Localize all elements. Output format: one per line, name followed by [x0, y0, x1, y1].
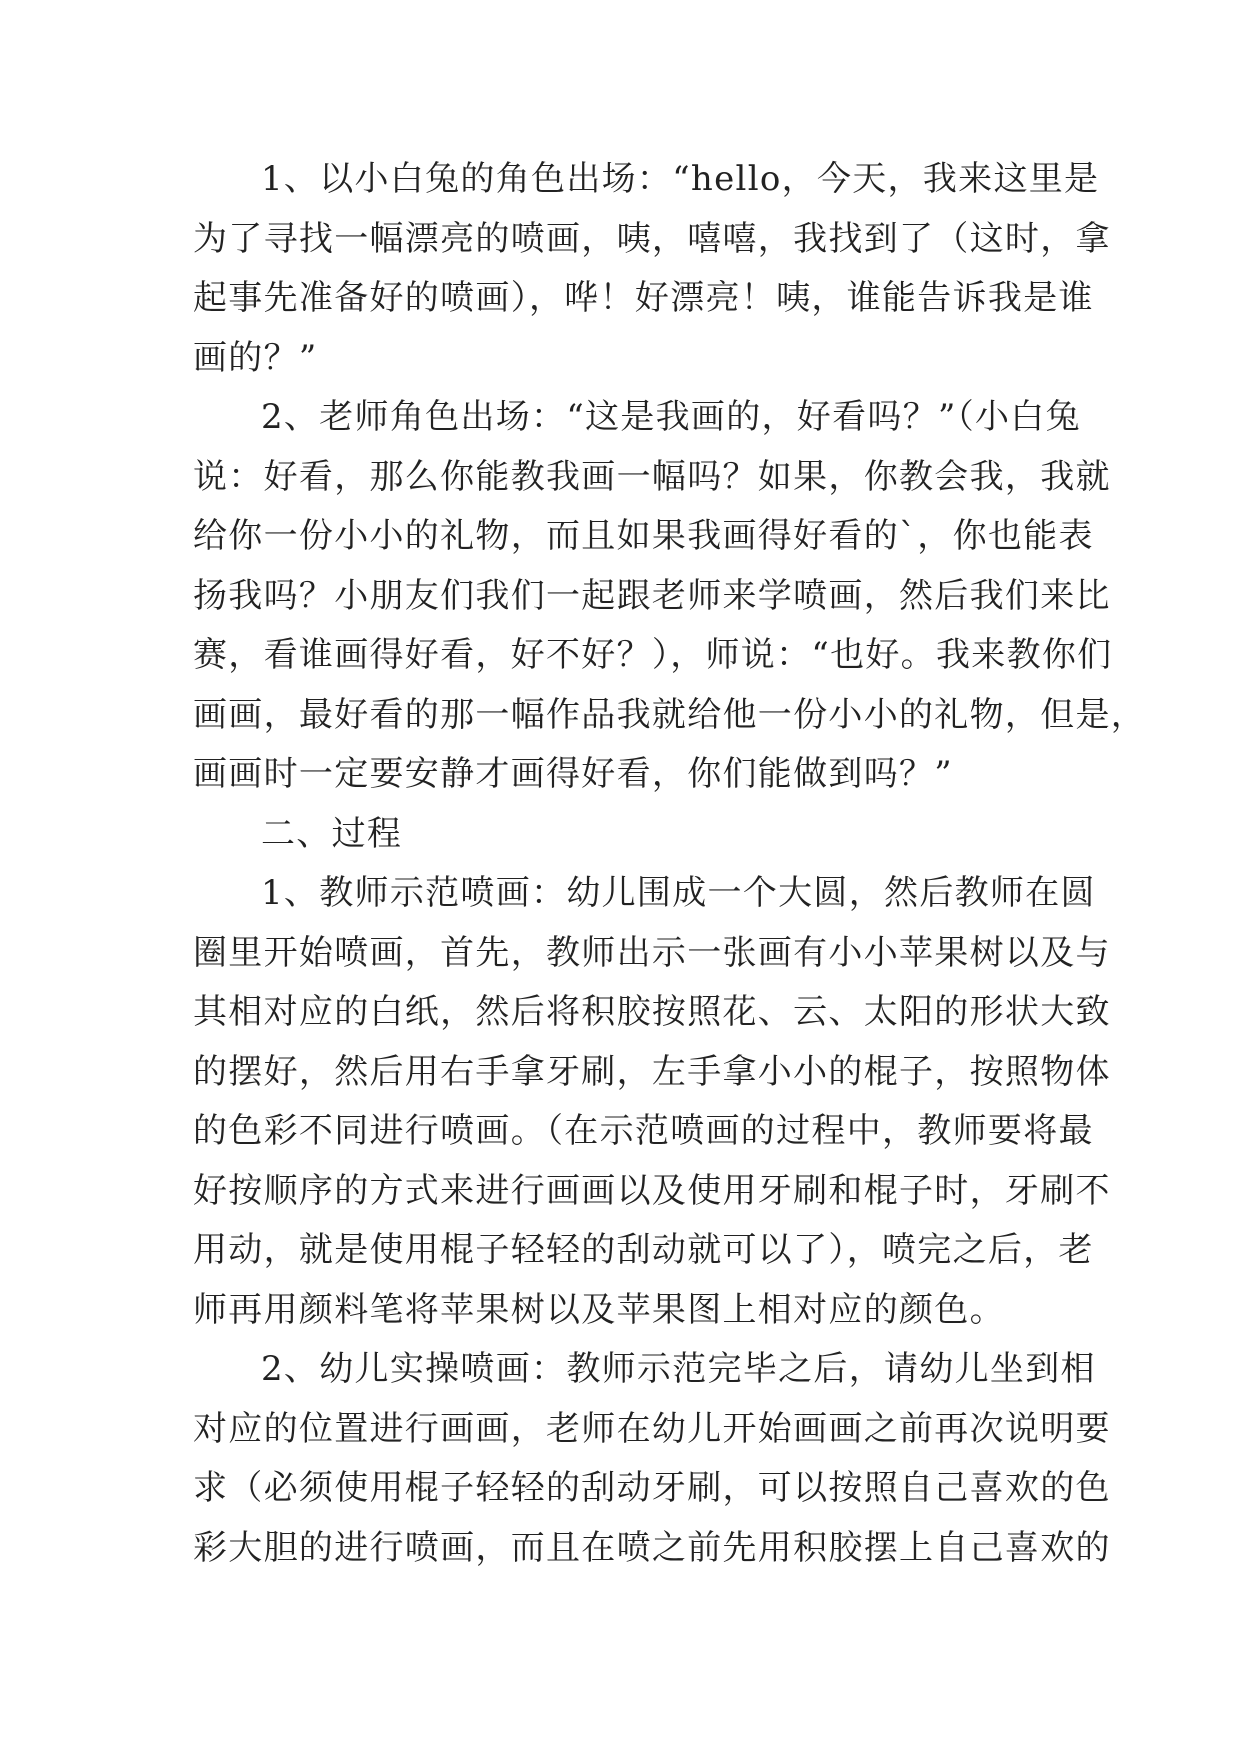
- text-line: 用动，就是使用棍子轻轻的刮动就可以了），喷完之后，老: [193, 1230, 1094, 1270]
- paragraph-teacher-intro: [193, 388, 1147, 805]
- section-heading-process: [193, 805, 1049, 865]
- text-line: 的色彩不同进行喷画。（在示范喷画的过程中，教师要将最: [193, 1111, 1094, 1151]
- text-line: 说：好看，那么你能教我画一幅吗？如果，你教会我，我就: [193, 456, 1111, 497]
- text-line: 好按顺序的方式来进行画画以及使用牙刷和棍子时，牙刷不: [193, 1170, 1111, 1211]
- text-line: 画画时一定要安静才画得好看，你们能做到吗？”: [193, 754, 953, 794]
- text-line: 其相对应的白纸，然后将积胶按照花、云、太阳的形状大致: [193, 992, 1111, 1032]
- text-line: 对应的位置进行画画，老师在幼儿开始画画之前再次说明要: [193, 1408, 1111, 1449]
- text-line: 2、老师角色出场：“这是我画的，好看吗？”（小白兔: [261, 397, 1081, 437]
- text-line: 起事先准备好的喷画），哗！好漂亮！咦，谁能告诉我是谁: [193, 278, 1094, 318]
- text-line: 扬我吗？小朋友们我们一起跟老师来学喷画，然后我们来比: [193, 575, 1111, 616]
- text-line: 二、过程: [261, 813, 403, 854]
- text-line: 求（必须使用棍子轻轻的刮动牙刷，可以按照自己喜欢的色: [193, 1468, 1111, 1508]
- paragraph-rabbit-intro: [193, 150, 1111, 388]
- text-line: 为了寻找一幅漂亮的喷画，咦，嘻嘻，我找到了（这时，拿: [193, 218, 1111, 259]
- text-line: 2、幼儿实操喷画：教师示范完毕之后，请幼儿坐到相: [261, 1349, 1096, 1389]
- text-line: 彩大胆的进行喷画，而且在喷之前先用积胶摆上自己喜欢的: [193, 1527, 1111, 1568]
- paragraph-teacher-demo: [193, 864, 1111, 1340]
- text-line: 画的？”: [193, 337, 318, 378]
- text-line: 1、教师示范喷画：幼儿围成一个大圆，然后教师在圆: [261, 873, 1096, 913]
- text-line: 画画，最好看的那一幅作品我就给他一份小小的礼物，但是，: [193, 694, 1147, 735]
- text-line: 给你一份小小的礼物，而且如果我画得好看的`，你也能表: [193, 516, 1094, 556]
- text-line: 圈里开始喷画，首先，教师出示一张画有小小苹果树以及与: [193, 932, 1111, 973]
- text-line: 赛，看谁画得好看，好不好？），师说：“也好。我来教你们: [193, 635, 1113, 675]
- paragraph-child-practice: [193, 1340, 1111, 1578]
- document-body: [193, 150, 1147, 1578]
- text-line: 师再用颜料笔将苹果树以及苹果图上相对应的颜色。: [193, 1289, 1005, 1330]
- text-line: 的摆好，然后用右手拿牙刷，左手拿小小的棍子，按照物体: [193, 1051, 1111, 1092]
- text-line: 1、以小白兔的角色出场：“hello，今天，我来这里是: [261, 159, 1100, 199]
